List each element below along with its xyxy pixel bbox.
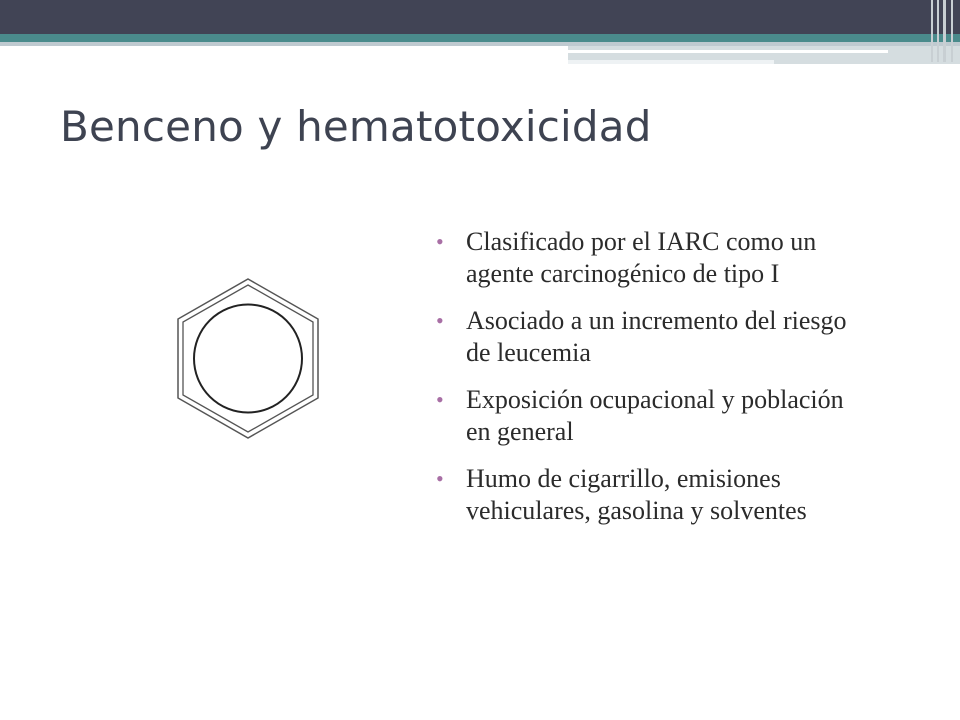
bullet-icon: • (436, 387, 444, 412)
header-bar (0, 0, 960, 34)
header-vertical-line (943, 0, 946, 62)
bullet-text: Clasificado por el IARC como un agente carcinogénico de tipo I (466, 227, 817, 288)
header-vertical-line (937, 0, 939, 62)
bullet-item (436, 226, 866, 290)
header-ledge-lower (568, 60, 774, 64)
header-vertical-line (931, 0, 933, 62)
header-vertical-line (951, 0, 953, 62)
bullet-text: Exposición ocupacional y población en general (466, 385, 844, 446)
benzene-hexagon-inner (183, 285, 313, 432)
bullet-item (436, 384, 866, 448)
benzene-hexagon-outer (178, 279, 318, 438)
bullet-item (436, 305, 866, 369)
bullet-text: Asociado a un incremento del riesgo de leucemia (466, 306, 847, 367)
bullet-text: Humo de cigarrillo, emisiones vehiculares, gasolina y solventes (466, 464, 807, 525)
header-ledge-highlight (568, 50, 888, 53)
bullet-icon: • (436, 229, 444, 254)
benzene-aromatic-circle (194, 305, 302, 413)
bullet-icon: • (436, 308, 444, 333)
header-accent-strip (0, 34, 960, 42)
bullet-list (436, 226, 866, 542)
bullet-item (436, 463, 866, 527)
slide-title: Benceno y hematotoxicidad (60, 102, 652, 151)
benzene-ring-icon (170, 276, 326, 442)
bullet-icon: • (436, 466, 444, 491)
